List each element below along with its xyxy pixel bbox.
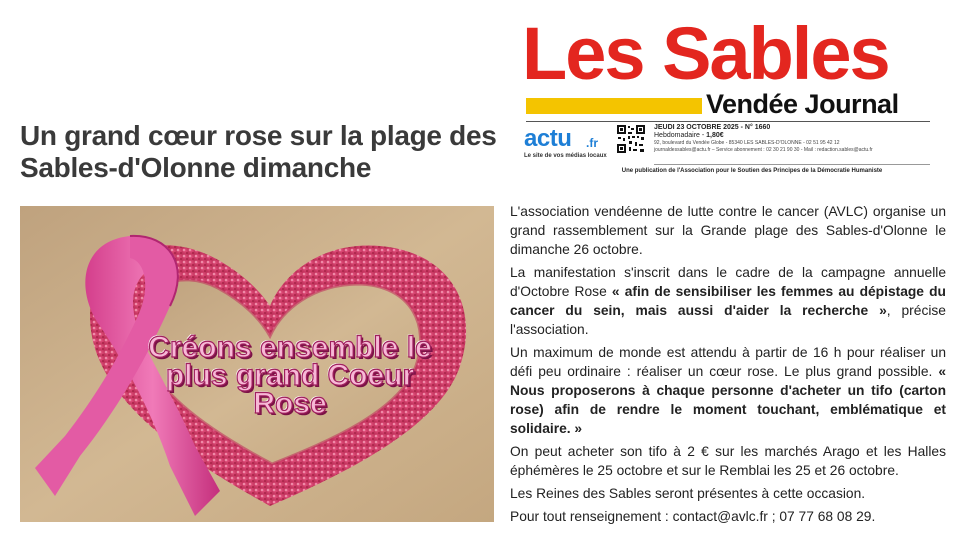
issue-divider [654,164,930,165]
article-body [510,202,946,530]
paragraph-text: Un maximum de monde est attendu à partir de 16 h pour réaliser un défi peu ordinaire : réaliser un cœur rose. Le plus grand possible. [510,345,946,379]
actu-logo [524,126,614,164]
paragraph-text: , précise l'association. [510,303,946,337]
masthead-divider [526,121,930,122]
qr-code-icon [616,124,646,154]
actu-brand-suffix: .fr [586,136,598,150]
paragraph-text: La manifestation s'inscrit dans le cadre de la campagne annuelle d'Octobre Rose [510,265,946,299]
paragraph-text: Les Reines des Sables seront présentes à cette occasion. [510,486,866,501]
article-paragraph [510,263,946,339]
issue-info [654,124,934,154]
paragraph-text: Pour tout renseignement : contact@avlc.fr ; 07 77 68 08 29. [510,509,876,524]
article-photo [20,206,494,522]
issue-frequency: Hebdomadaire - [654,132,705,139]
paragraph-text: On peut acheter son tifo à 2 € sur les marchés Arago et les Halles éphémères le 25 octobre et sur le Remblai les 25 et 26 octobre. [510,444,946,478]
masthead [520,14,940,184]
masthead-subtitle: Vendée Journal [706,89,899,119]
masthead-title: Les Sables [522,12,889,95]
article-paragraph [510,484,946,503]
actu-brand: actu [524,125,572,152]
quote-text: « afin de sensibiliser les femmes au dépistage du cancer du sein, mais aussi d'aider la recherche » [510,284,946,318]
article-paragraph [510,507,946,526]
masthead-yellow-bar [526,98,702,114]
photo-caption: Créons ensemble le plus grand Coeur Rose [148,331,432,420]
article-paragraph [510,202,946,259]
article-headline: Un grand cœur rose sur la plage des Sables-d'Olonne dimanche [20,120,497,183]
issue-price: 1,80€ [706,132,724,139]
actu-tagline: Le site de vos médias locaux [524,153,607,159]
publisher-line: Une publication de l'Association pour le Soutien des Principes de la Démocratie Humaniste [621,168,883,174]
issue-frequency-price [654,132,934,140]
article-paragraph [510,343,946,438]
issue-address: 92, boulevard du Vendée Globe - 85340 LES SABLES-D'OLONNE - 02 51 95 42 12 [654,140,840,146]
article-paragraph [510,442,946,480]
issue-date: JEUDI 23 OCTOBRE 2025 - N° 1660 [654,124,771,131]
issue-contact: journaldessables@actu.fr – Service abonnement : 02 30 21 90 30 - Mail : redaction.sables@actu.fr [654,147,873,153]
quote-text: « Nous proposerons à chaque personne d'acheter un tifo (carton rose) afin de rendre le moment touchant, emblématique et solidaire. » [510,364,946,436]
paragraph-text: L'association vendéenne de lutte contre le cancer (AVLC) organise un grand rassemblement sur la Grande plage des Sables-d'Olonne le dimanche 26 octobre. [510,204,946,257]
